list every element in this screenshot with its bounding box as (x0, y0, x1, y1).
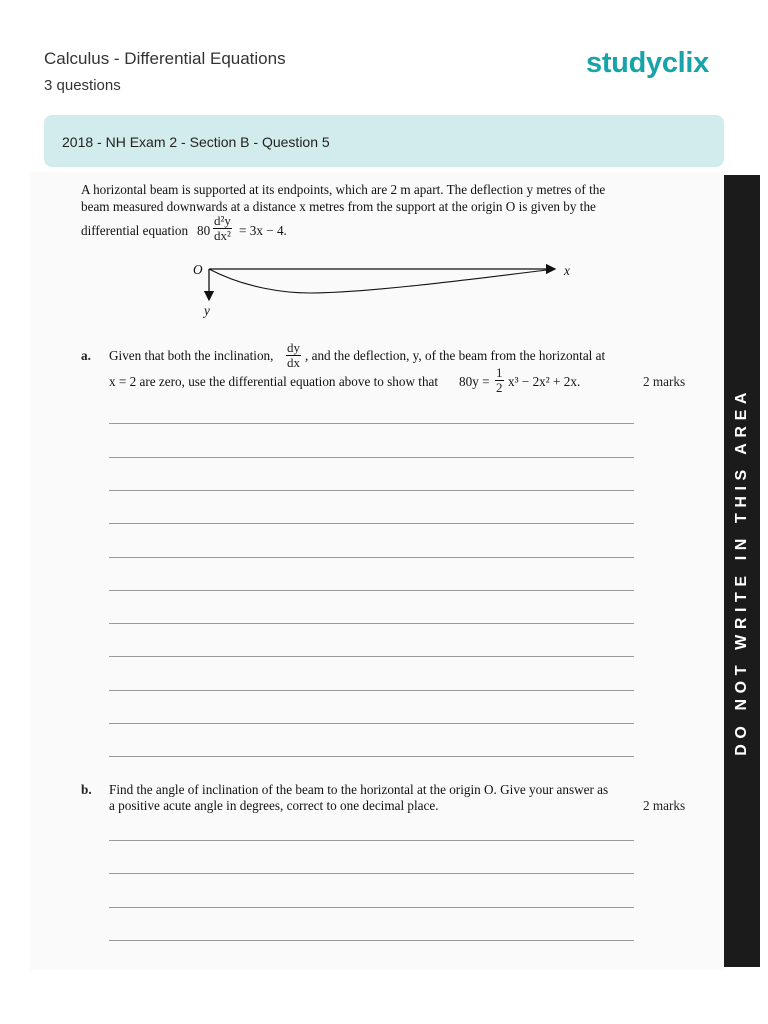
question-source-banner (44, 115, 724, 167)
answer-line[interactable] (109, 523, 634, 524)
question-count: 3 questions (44, 77, 121, 94)
answer-line[interactable] (109, 756, 634, 757)
equation-coefficient: 80 (197, 223, 211, 238)
x-axis-label: x (564, 263, 570, 278)
part-a-line-1-suffix: , and the deflection, y, of the beam from the horizontal at (305, 348, 606, 363)
answer-line[interactable] (109, 423, 634, 424)
differential-denominator: dx² (214, 228, 231, 243)
equation-rhs: = 3x − 4. (239, 223, 287, 238)
part-a-letter: a. (81, 348, 91, 363)
answer-line[interactable] (109, 873, 634, 874)
studyclix-logo[interactable]: studyclix (586, 47, 710, 79)
do-not-write-notice (724, 175, 760, 967)
answer-line[interactable] (109, 590, 634, 591)
inclination-fraction (286, 341, 301, 370)
page-title: Calculus - Differential Equations (44, 49, 286, 68)
question-source-label: 2018 - NH Exam 2 - Section B - Question 5 (62, 134, 330, 150)
answer-line[interactable] (109, 457, 634, 458)
result-fraction-numerator: 1 (496, 365, 503, 380)
intro-line-1: A horizontal beam is supported at its endpoints, which are 2 m apart. The deflection y metres of the (81, 182, 606, 197)
answer-line[interactable] (109, 490, 634, 491)
part-a-marks: 2 marks (643, 374, 686, 389)
answer-line[interactable] (109, 623, 634, 624)
inclination-denominator: dx (287, 355, 300, 370)
y-axis-label: y (204, 303, 210, 318)
differential-equation-fraction (213, 214, 232, 243)
answer-line[interactable] (109, 940, 634, 941)
result-rhs: x³ − 2x² + 2x. (508, 374, 581, 389)
result-fraction (495, 366, 504, 395)
beam-diagram (185, 258, 585, 320)
result-lhs: 80y = (459, 374, 490, 389)
part-b-letter: b. (81, 782, 92, 797)
origin-label: O (193, 262, 203, 277)
answer-line[interactable] (109, 690, 634, 691)
answer-line[interactable] (109, 656, 634, 657)
part-b-marks: 2 marks (643, 798, 686, 813)
part-a-line-2-prefix: x = 2 are zero, use the differential equation above to show that (109, 374, 439, 389)
intro-line-3: differential equation (81, 223, 189, 238)
differential-numerator: d²y (214, 213, 231, 228)
part-a-line-1-prefix: Given that both the inclination, (109, 348, 274, 363)
inclination-numerator: dy (287, 340, 300, 355)
answer-line[interactable] (109, 723, 634, 724)
answer-line[interactable] (109, 907, 634, 908)
do-not-write-text: DO NOT WRITE IN THIS AREA (733, 386, 750, 756)
answer-line[interactable] (109, 840, 634, 841)
answer-line[interactable] (109, 557, 634, 558)
part-b-line-2: a positive acute angle in degrees, correct to one decimal place. (109, 798, 439, 813)
part-b-line-1: Find the angle of inclination of the beam to the horizontal at the origin O. Give your answer as (109, 782, 609, 797)
intro-line-2: beam measured downwards at a distance x metres from the support at the origin O is given by the (81, 199, 596, 214)
result-fraction-denominator: 2 (496, 380, 503, 395)
beam-deflection-curve (209, 269, 555, 293)
